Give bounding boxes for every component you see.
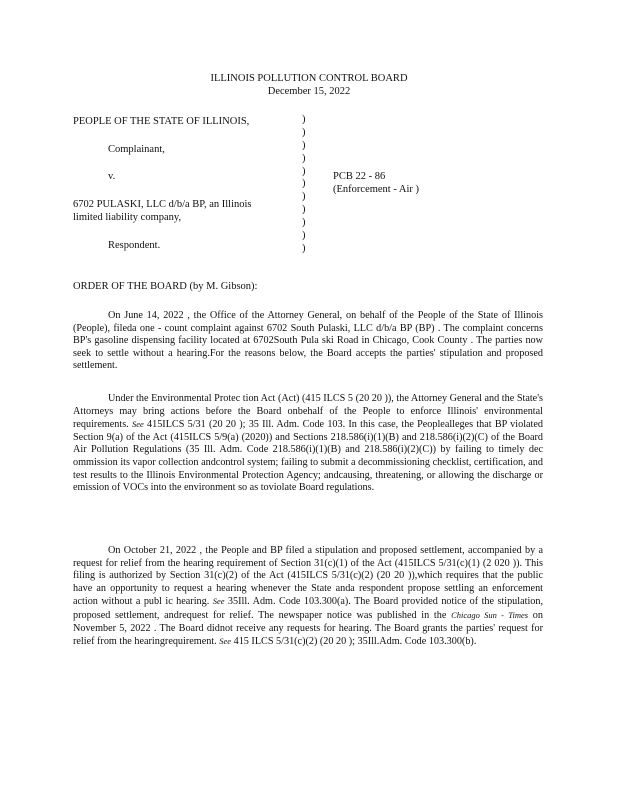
caption-paren: ) xyxy=(302,230,306,242)
case-type: (Enforcement - Air ) xyxy=(333,184,420,195)
paragraph-1-text: On June 14, 2022 , the Office of the Attorney General, on behalf of the People of the State of Illinois (People), fileda one - count complaint against 6702 South Pulaski, LLC d/b/a BP (BP) . The complaint concerns BP's gasoline dispensing facility located at 6702South Pula ski Road in Chicago, Cook County . The parties now seek to settle without a hearing.For the reasons below, the Board accepts the parties' stipulation and proposed settlement. xyxy=(73,310,543,372)
caption-paren: ) xyxy=(302,152,306,164)
see-citation: See xyxy=(212,596,225,607)
case-number: PCB 22 - 86 xyxy=(333,171,386,182)
caption-paren: ) xyxy=(302,242,306,254)
caption-paren: ) xyxy=(302,217,306,229)
order-date: December 15, 2022 xyxy=(267,86,351,97)
board-title: ILLINOIS POLLUTION CONTROL BOARD xyxy=(210,73,408,84)
paragraph-3-text-d: 415 ILCS 5/31(c)(2) (20 20 ); 35Ill.Adm. Code 103.300(b). xyxy=(231,636,477,648)
paragraph-1 xyxy=(73,310,543,373)
caption-paren: ) xyxy=(302,139,306,151)
paragraph-2-text-a: Under the Environmental Protec tion Act (Act) (415 ILCS 5 (20 20 )), the Attorney General and the State's Attorneys may bring actions before the Board onbehalf of the People to enforce Illinois' environmental requirements. xyxy=(73,393,543,431)
caption-paren: ) xyxy=(302,191,306,203)
caption-paren: ) xyxy=(302,126,306,138)
caption-parentheses xyxy=(302,114,306,256)
order-heading: ORDER OF THE BOARD (by M. Gibson): xyxy=(73,281,258,292)
paragraph-2-text-b: 415ILCS 5/31 (20 20 ); 35 Ill. Adm. Code 103. In this case, the Peoplealleges that BP violated Section 9(a) of the Act (415ILCS 5/9(a) (2020)) and Sections 218.586(i)(1)(B) and 218.586(i)(2)(C) of the Board Air Pollution Regulations (35 Ill. Adm. Code 218.586(i)(1)(B) and 218.586(i)(2)(C)) by failing to timely dec ommission its vapor collection andcontrol system; failing to submit a decommissioning checklist, certification, and test results to the Illinois Environmental Protection Agency; andcausing, threatening, or allowing the discharge or emission of VOCs into the environment so as toviolate Board regulations. xyxy=(73,419,544,494)
newspaper-name: Chicago Sun - Times xyxy=(451,609,529,620)
respondent-name-line2: limited liability company, xyxy=(73,212,182,223)
paragraph-2 xyxy=(73,393,543,495)
respondent-label: Respondent. xyxy=(108,240,161,251)
see-citation: See xyxy=(219,636,232,647)
versus-label: v. xyxy=(108,171,116,182)
paragraph-3-text-b: 35Ill. Adm. Code 103.300(a). The Board provided notice of the stipulation, proposed settlement, andrequest for relief. The newspaper notice was published in the xyxy=(73,596,544,621)
paragraph-3-text-a: On October 21, 2022 , the People and BP filed a stipulation and proposed settlement, accompanied by a request for relief from the hearing requirement of Section 31(c)(1) of the Act (415ILCS 5/31(c)(1) (2 020 )). This filing is authorized by Section 31(c)(2) of the Act (415ILCS 5/31(c)(2) (20 20 )),which requires that the public have an opportunity to request a hearing whenever the State anda respondent propose settling an enforcement action without a publ ic hearing. xyxy=(73,545,543,608)
caption-paren: ) xyxy=(302,178,306,190)
complainant-label: Complainant, xyxy=(108,144,165,155)
caption-paren: ) xyxy=(302,204,306,216)
caption-paren: ) xyxy=(302,114,306,125)
see-citation: See xyxy=(131,419,144,430)
caption-paren: ) xyxy=(302,165,306,177)
paragraph-3 xyxy=(73,545,543,649)
respondent-name-line1: 6702 PULASKI, LLC d/b/a BP, an Illinois xyxy=(73,199,252,210)
paragraph-3-text-c: on November 5, 2022 . The Board didnot receive any requests for hearing. The Board grants the parties' request for relief from the hearingrequirement. xyxy=(73,609,543,648)
plaintiff-name: PEOPLE OF THE STATE OF ILLINOIS, xyxy=(73,116,250,127)
